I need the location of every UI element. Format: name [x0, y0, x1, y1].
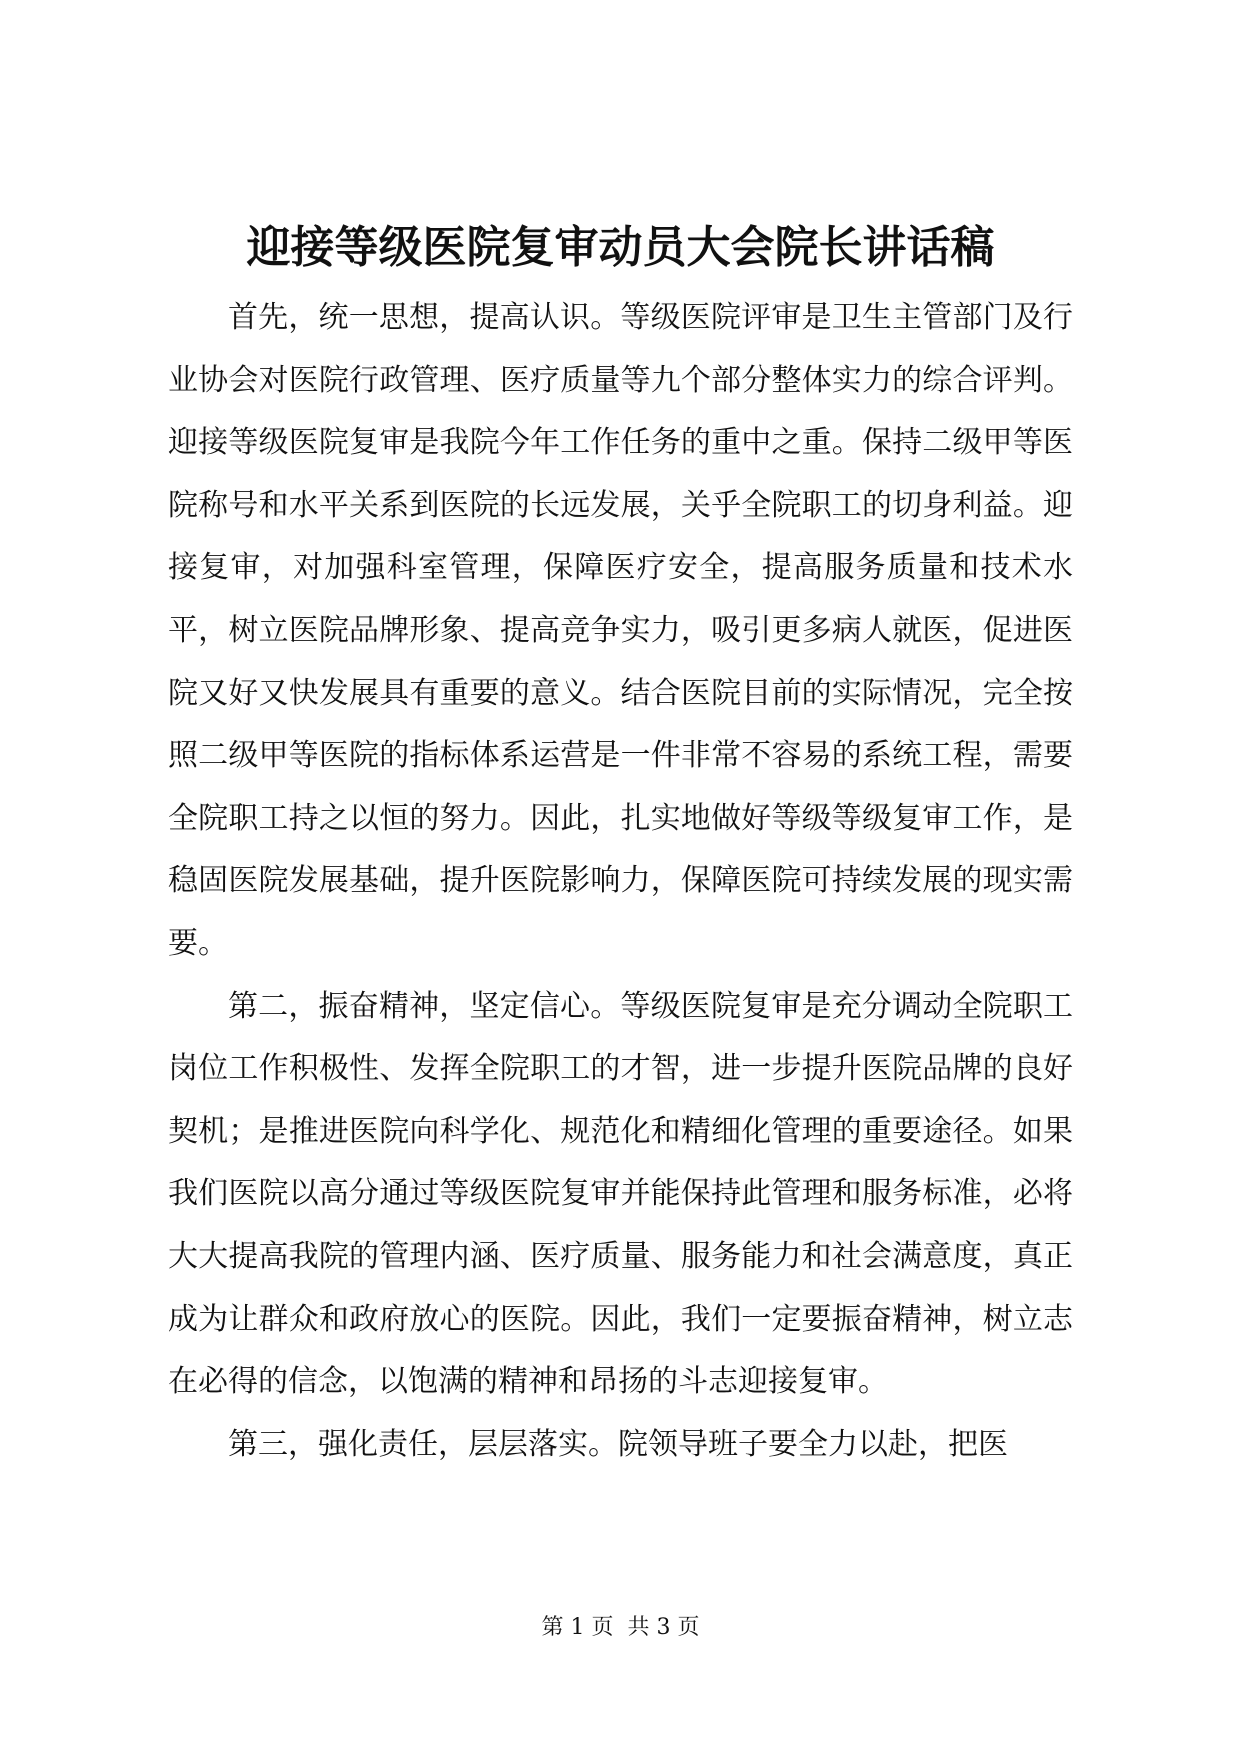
paragraph-third: 第三，强化责任，层层落实。院领导班子要全力以赴，把医 [228, 1426, 1008, 1462]
document-title: 迎接等级医院复审动员大会院长讲话稿 [246, 222, 995, 273]
page-number-footer: 第 1 页 共 3 页 [541, 1615, 700, 1640]
document-body [168, 287, 1073, 1476]
paragraph-second: 第二，振奋精神，坚定信心。等级医院复审是充分调动全院职工岗位工作积极性、发挥全院职工的才智，进一步提升医院品牌的良好契机；是推进医院向科学化、规范化和精细化管理的重要途径。如果我们医院以高分通过等级医院复审并能保持此管理和服务标准，必将大大提高我院的管理内涵、医疗质量、服务能力和社会满意度，真正成为让群众和政府放心的医院。因此，我们一定要振奋精神，树立志在必得的信念，以饱满的精神和昂扬的斗志迎接复审。 [168, 988, 1073, 1400]
paragraph-first: 首先，统一思想，提高认识。等级医院评审是卫生主管部门及行业协会对医院行政管理、医疗质量等九个部分整体实力的综合评判。迎接等级医院复审是我院今年工作任务的重中之重。保持二级甲等医院称号和水平关系到医院的长远发展，关乎全院职工的切身利益。迎接复审，对加强科室管理，保障医疗安全，提高服务质量和技术水平，树立医院品牌形象、提高竞争实力，吸引更多病人就医，促进医院又好又快发展具有重要的意义。结合医院目前的实际情况，完全按照二级甲等医院的指标体系运营是一件非常不容易的系统工程，需要全院职工持之以恒的努力。因此，扎实地做好等级等级复审工作，是稳固医院发展基础，提升医院影响力，保障医院可持续发展的现实需要。 [168, 300, 1073, 961]
